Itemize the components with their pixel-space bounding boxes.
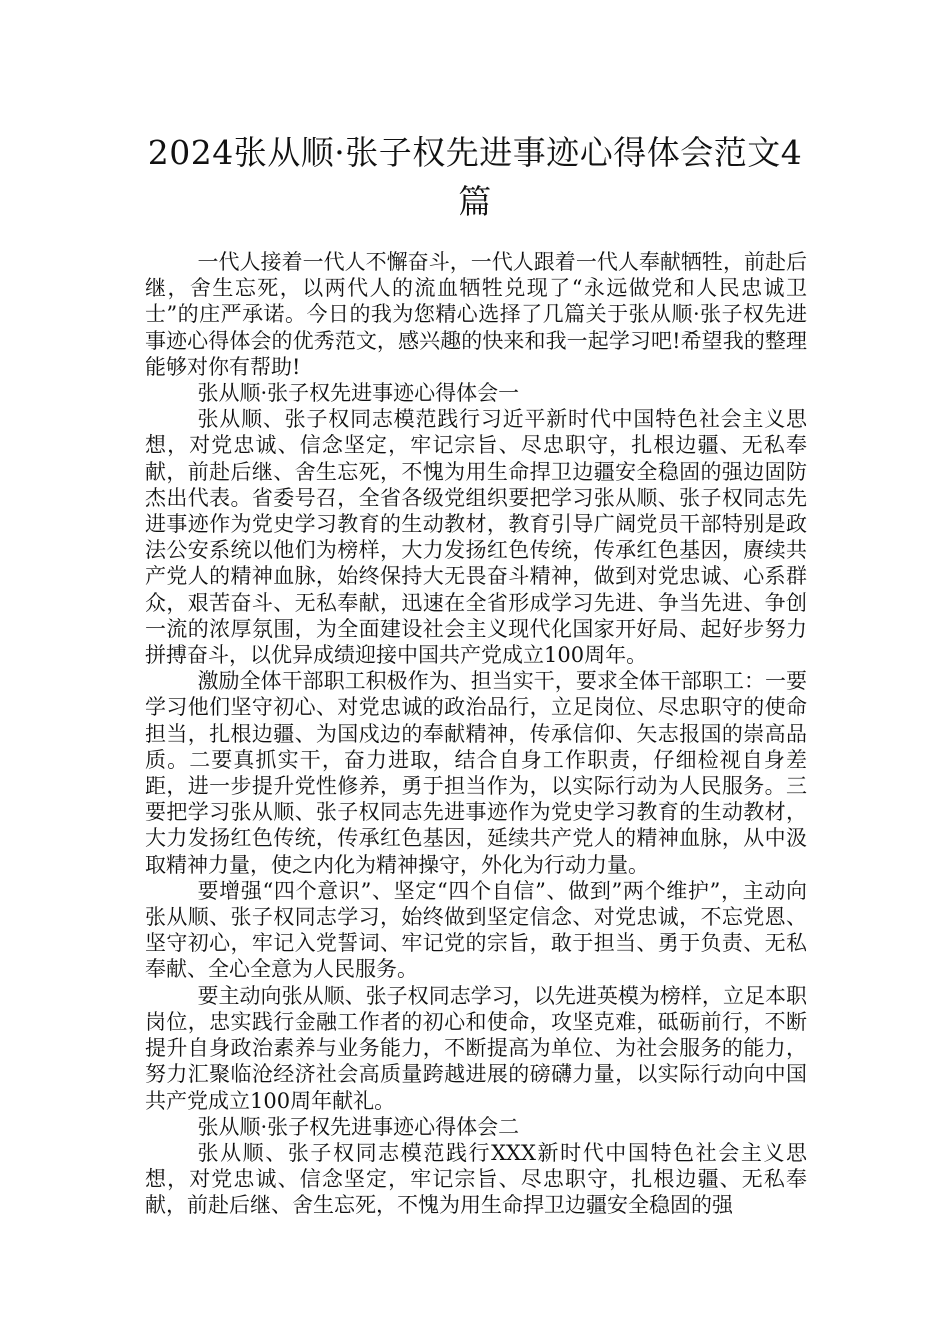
body-paragraph: 张从顺、张子权同志模范践行XXX新时代中国特色社会主义思想，对党忠诚、信念坚定，牢记宗旨、尽忠职守，扎根边疆、无私奉献，前赴后继、舍生忘死，不愧为用生命捍卫边疆安全稳固的强: [145, 1140, 807, 1218]
section-heading-2: 张从顺·张子权先进事迹心得体会二: [197, 1114, 520, 1139]
intro-paragraph: 一代人接着一代人不懈奋斗，一代人跟着一代人奉献牺牲，前赴后继，舍生忘死，以两代人的流血牺牲兑现了“永远做党和人民忠诚卫士”的庄严承诺。今日的我为您精心选择了几篇关于张从顺·张子权先进事迹心得体会的优秀范文，感兴趣的快来和我一起学习吧!希望我的整理能够对你有帮助!: [145, 250, 807, 379]
section-heading-1: 张从顺·张子权先进事迹心得体会一: [197, 381, 520, 406]
document-title: 2024张从顺·张子权先进事迹心得体会范文4篇: [147, 133, 803, 221]
body-paragraph: 张从顺、张子权同志模范践行习近平新时代中国特色社会主义思想，对党忠诚、信念坚定，牢记宗旨、尽忠职守，扎根边疆、无私奉献，前赴后继、舍生忘死，不愧为用生命捍卫边疆安全稳固的强边固防杰出代表。省委号召，全省各级党组织要把学习张从顺、张子权同志先进事迹作为党史学习教育的生动教材，教育引导广阔党员干部特别是政法公安系统以他们为榜样，大力发扬红色传统，传承红色基因，赓续共产党人的精神血脉，始终保持大无畏奋斗精神，做到对党忠诚、心系群众，艰苦奋斗、无私奉献，迅速在全省形成学习先进、争当先进、争创一流的浓厚氛围，为全面建设社会主义现代化国家开好局、起好步努力拼搏奋斗，以优异成绩迎接中国共产党成立100周年。: [145, 407, 807, 668]
document-body: [145, 249, 807, 1219]
body-paragraph: 要主动向张从顺、张子权同志学习，以先进英模为榜样，立足本职岗位，忠实践行金融工作者的初心和使命，攻坚克难，砥砺前行，不断提升自身政治素养与业务能力，不断提高为单位、为社会服务的能力，努力汇聚临沧经济社会高质量跨越进展的磅礴力量，以实际行动向中国共产党成立100周年献礼。: [145, 983, 807, 1113]
body-paragraph: 激励全体干部职工积极作为、担当实干，要求全体干部职工：一要学习他们坚守初心、对党忠诚的政治品行，立足岗位、尽忠职守的使命担当，扎根边疆、为国戍边的奉献精神，传承信仰、矢志报国的崇高品质。二要真抓实干，奋力进取，结合自身工作职责，仔细检视自身差距，进一步提升党性修养，勇于担当作为，以实际行动为人民服务。三要把学习张从顺、张子权同志先进事迹作为党史学习教育的生动教材，大力发扬红色传统，传承红色基因，延续共产党人的精神血脉，从中汲取精神力量，使之内化为精神操守，外化为行动力量。: [145, 669, 807, 877]
body-paragraph: 要增强“四个意识”、坚定“四个自信”、做到”两个维护”，主动向张从顺、张子权同志学习，始终做到坚定信念、对党忠诚，不忘党恩、坚守初心，牢记入党誓词、牢记党的宗旨，敢于担当、勇于负责、无私奉献、全心全意为人民服务。: [145, 878, 807, 982]
